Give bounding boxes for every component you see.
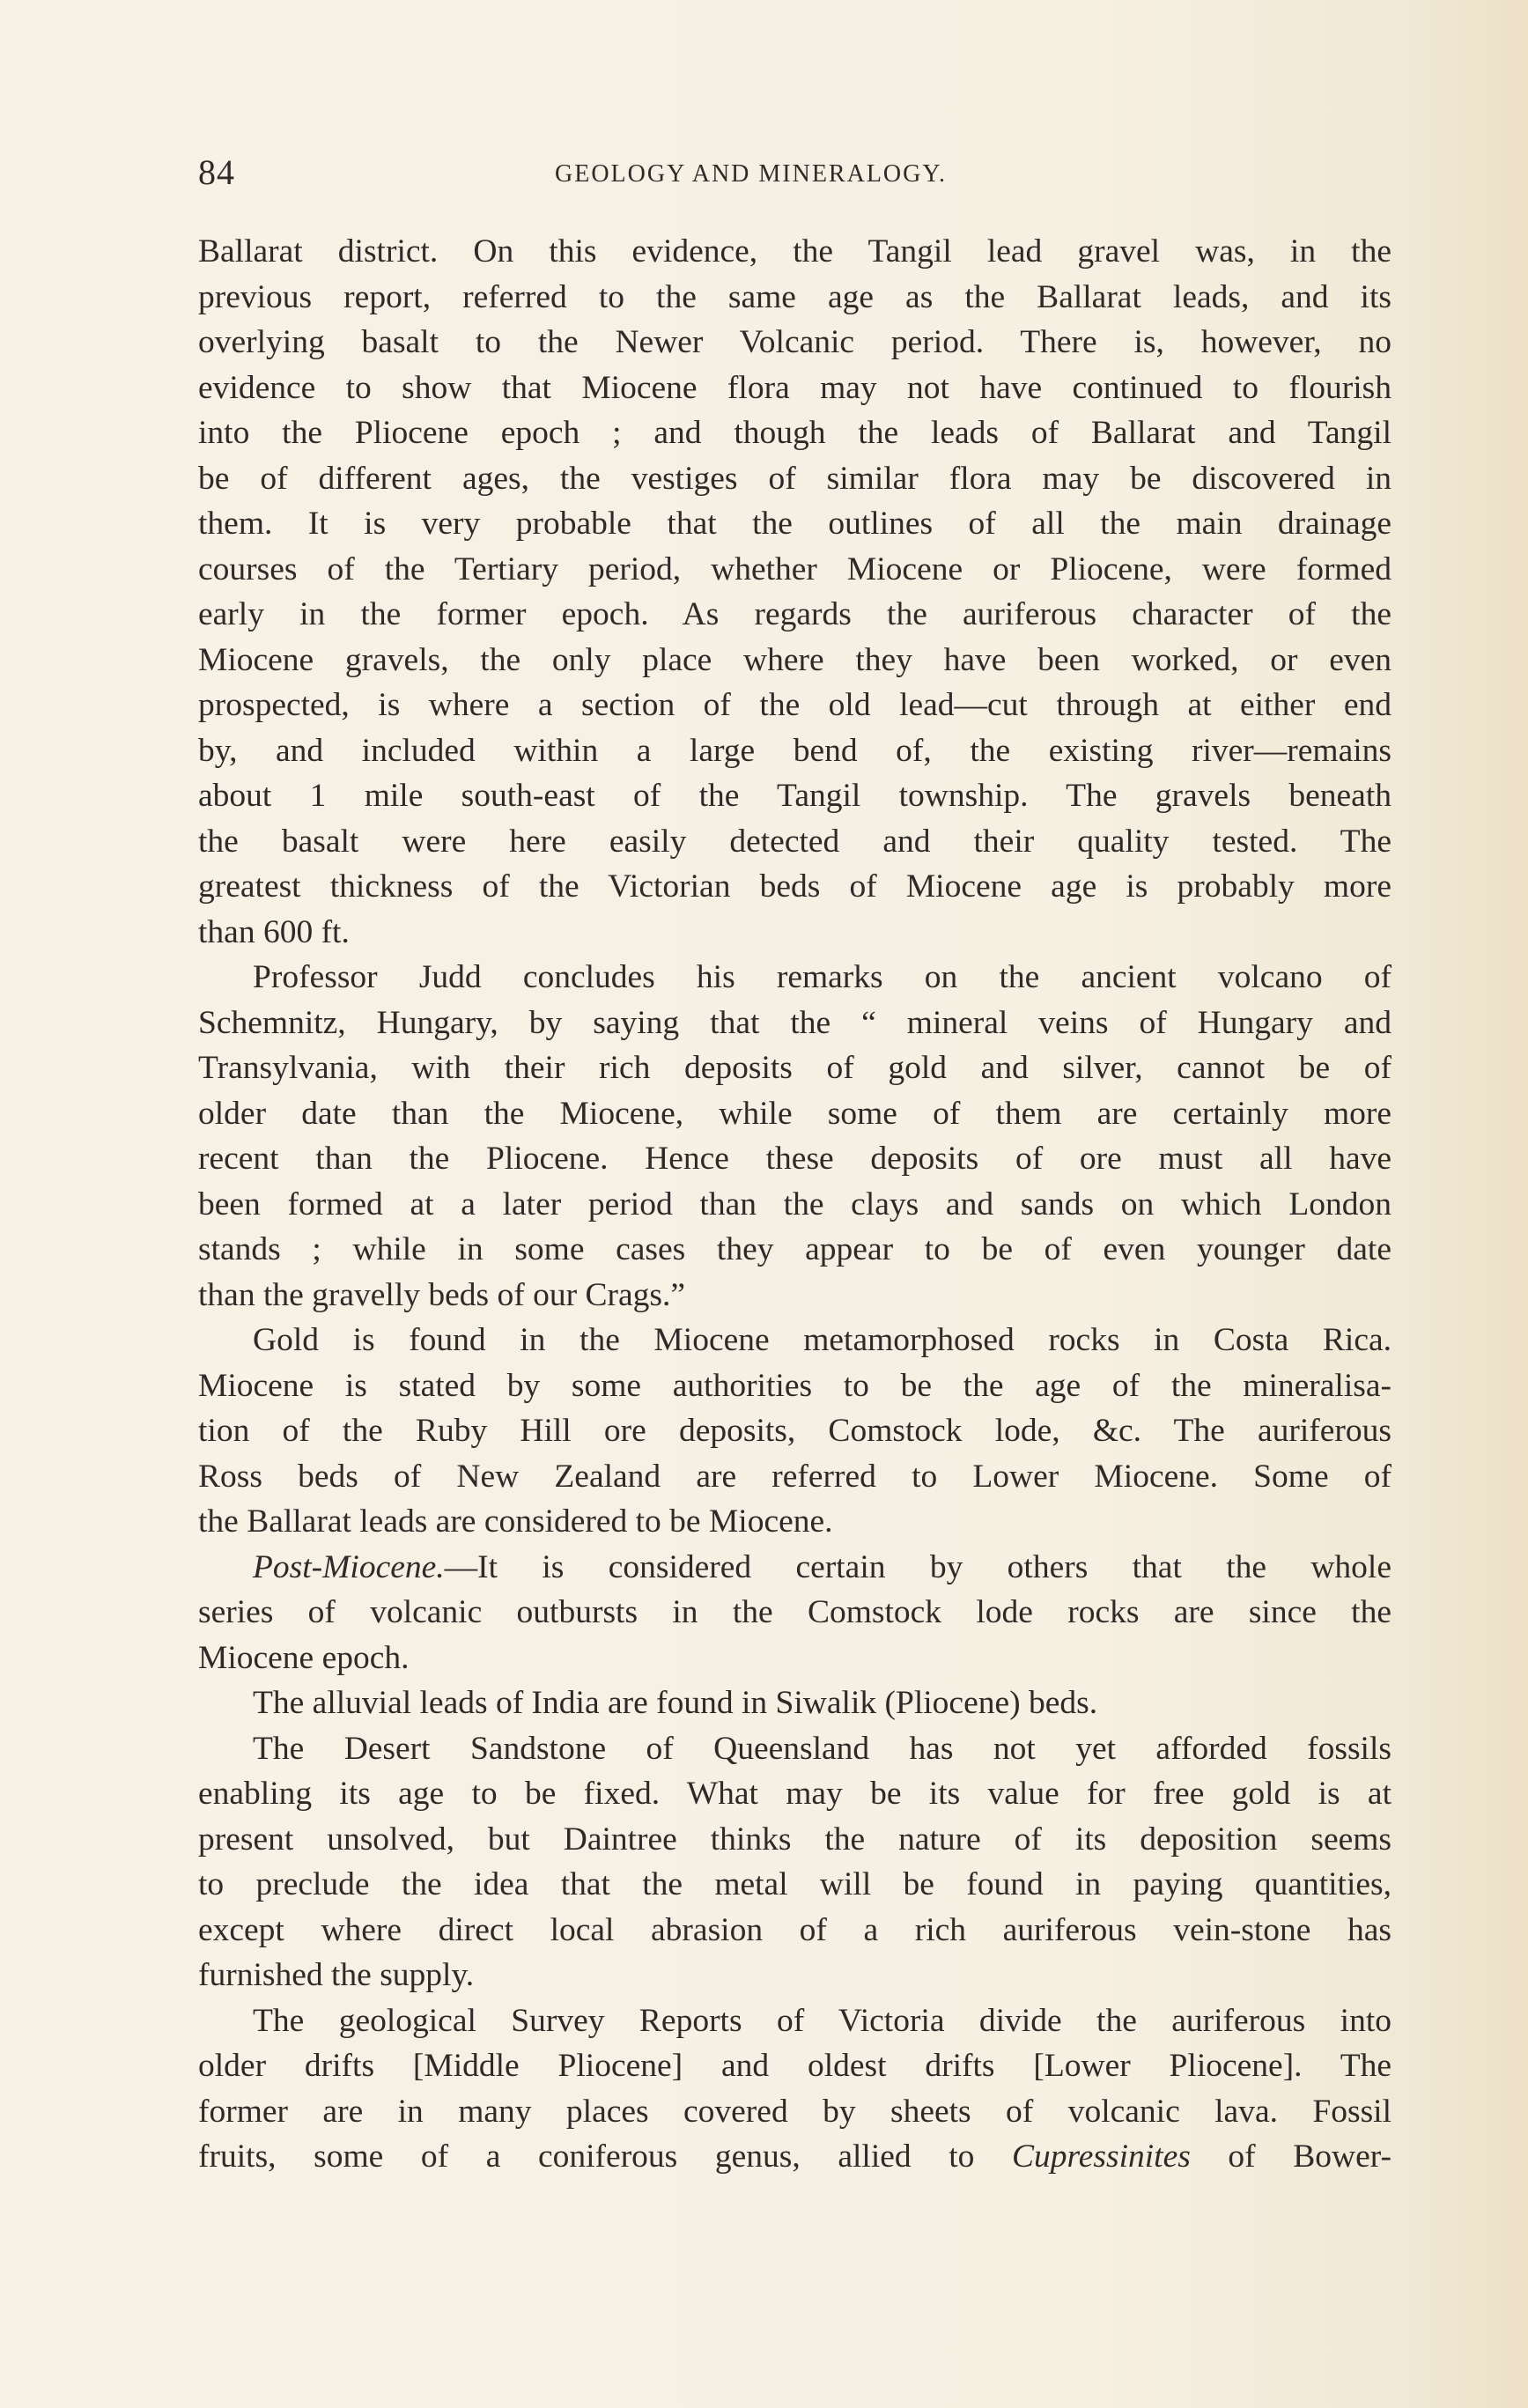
text-line: The Desert Sandstone of Queensland has not yet afforded fossils (253, 1730, 1391, 1767)
text-line: The geological Survey Reports of Victoria divide the auriferous into (253, 2002, 1391, 2039)
text-line: overlying basalt to the Newer Volcanic period. There is, however, no (198, 324, 1391, 360)
text-line: Ballarat district. On this evidence, the Tangil lead gravel was, in the (198, 233, 1391, 270)
paragraph-tangil-lead (198, 229, 1391, 955)
text-line: former are in many places covered by sheets of volcanic lava. Fossil (198, 2093, 1391, 2130)
text-line: Gold is found in the Miocene metamorphosed rocks in Costa Rica. (253, 1322, 1391, 1358)
text-line: Ross beds of New Zealand are referred to Lower Miocene. Some of (198, 1458, 1391, 1495)
text-line-start: fruits, some of a coniferous genus, allied to (198, 2138, 1013, 2175)
text-line: by, and included within a large bend of, the existing river—remains (198, 732, 1391, 769)
paragraph-india (198, 1680, 1391, 1726)
page-number: 84 (198, 152, 235, 192)
text-line-end: of Bower- (1190, 2138, 1391, 2175)
text-line (198, 2134, 1391, 2180)
text-line: Transylvania, with their rich deposits of gold and silver, cannot be of (198, 1050, 1391, 1086)
text-line: previous report, referred to the same age as the Ballarat leads, and its (198, 278, 1391, 315)
text-line: Professor Judd concludes his remarks on the ancient volcano of (253, 959, 1391, 995)
section-run-in-heading: Post-Miocene. (253, 1548, 445, 1585)
paragraph-costa-rica (198, 1318, 1391, 1545)
text-line: early in the former epoch. As regards the auriferous character of the (198, 596, 1391, 632)
text-line: enabling its age to be fixed. What may be its value for free gold is at (198, 1776, 1391, 1812)
text-line: except where direct local abrasion of a rich auriferous vein-stone has (198, 1911, 1391, 1948)
paragraph-post-miocene (198, 1545, 1391, 1681)
text-line (198, 1545, 1391, 1591)
paragraph-professor-judd (198, 955, 1391, 1318)
text-line: Miocene epoch. (198, 1639, 410, 1676)
text-line: be of different ages, the vestiges of similar flora may be discovered in (198, 460, 1391, 497)
text-line: than the gravelly beds of our Crags.” (198, 1276, 685, 1313)
text-line: furnished the supply. (198, 1957, 475, 1993)
text-line: older date than the Miocene, while some of them are certainly more (198, 1095, 1391, 1132)
paragraph-desert-sandstone (198, 1726, 1391, 1998)
text-line: than 600 ft. (198, 913, 350, 950)
text-line: recent than the Pliocene. Hence these deposits of ore must all have (198, 1141, 1391, 1177)
page-header (198, 146, 1391, 199)
text-line: the Ballarat leads are considered to be Miocene. (198, 1503, 833, 1540)
body-text (198, 229, 1391, 2180)
text-line: tion of the Ruby Hill ore deposits, Comstock lode, &c. The auriferous (198, 1413, 1391, 1449)
text-line: The alluvial leads of India are found in Siwalik (Pliocene) beds. (253, 1685, 1098, 1721)
genus-name: Cupressinites (1012, 2138, 1191, 2175)
text-line: the basalt were here easily detected and their quality tested. The (198, 823, 1391, 860)
text-line: into the Pliocene epoch ; and though the leads of Ballarat and Tangil (198, 415, 1391, 451)
text-line: evidence to show that Miocene flora may not have continued to flourish (198, 369, 1391, 406)
text-line: Miocene gravels, the only place where they have been worked, or even (198, 641, 1391, 678)
text-line: Miocene is stated by some authorities to be the age of the mineralisa- (198, 1367, 1391, 1404)
paragraph-victoria-survey (198, 1998, 1391, 2180)
text-line: greatest thickness of the Victorian beds of Miocene age is probably more (198, 868, 1391, 905)
text-line: been formed at a later period than the clays and sands on which London (198, 1186, 1391, 1222)
text-line: present unsolved, but Daintree thinks the nature of its deposition seems (198, 1821, 1391, 1858)
text-line: prospected, is where a section of the old lead—cut through at either end (198, 687, 1391, 723)
text-line-rest: —It is considered certain by others that the whole (444, 1548, 1391, 1585)
text-line: courses of the Tertiary period, whether Miocene or Pliocene, were formed (198, 550, 1391, 587)
text-line: stands ; while in some cases they appear to be of even younger date (198, 1231, 1391, 1267)
text-line: older drifts [Middle Pliocene] and oldest drifts [Lower Pliocene]. The (198, 2048, 1391, 2084)
running-head: GEOLOGY AND MINERALOGY. (555, 160, 947, 188)
text-line: Schemnitz, Hungary, by saying that the “ mineral veins of Hungary and (198, 1004, 1391, 1041)
text-line: about 1 mile south-east of the Tangil township. The gravels beneath (198, 778, 1391, 814)
text-line: them. It is very probable that the outlines of all the main drainage (198, 506, 1391, 542)
text-line: series of volcanic outbursts in the Comstock lode rocks are since the (198, 1594, 1391, 1630)
text-line: to preclude the idea that the metal will be found in paying quantities, (198, 1866, 1391, 1902)
